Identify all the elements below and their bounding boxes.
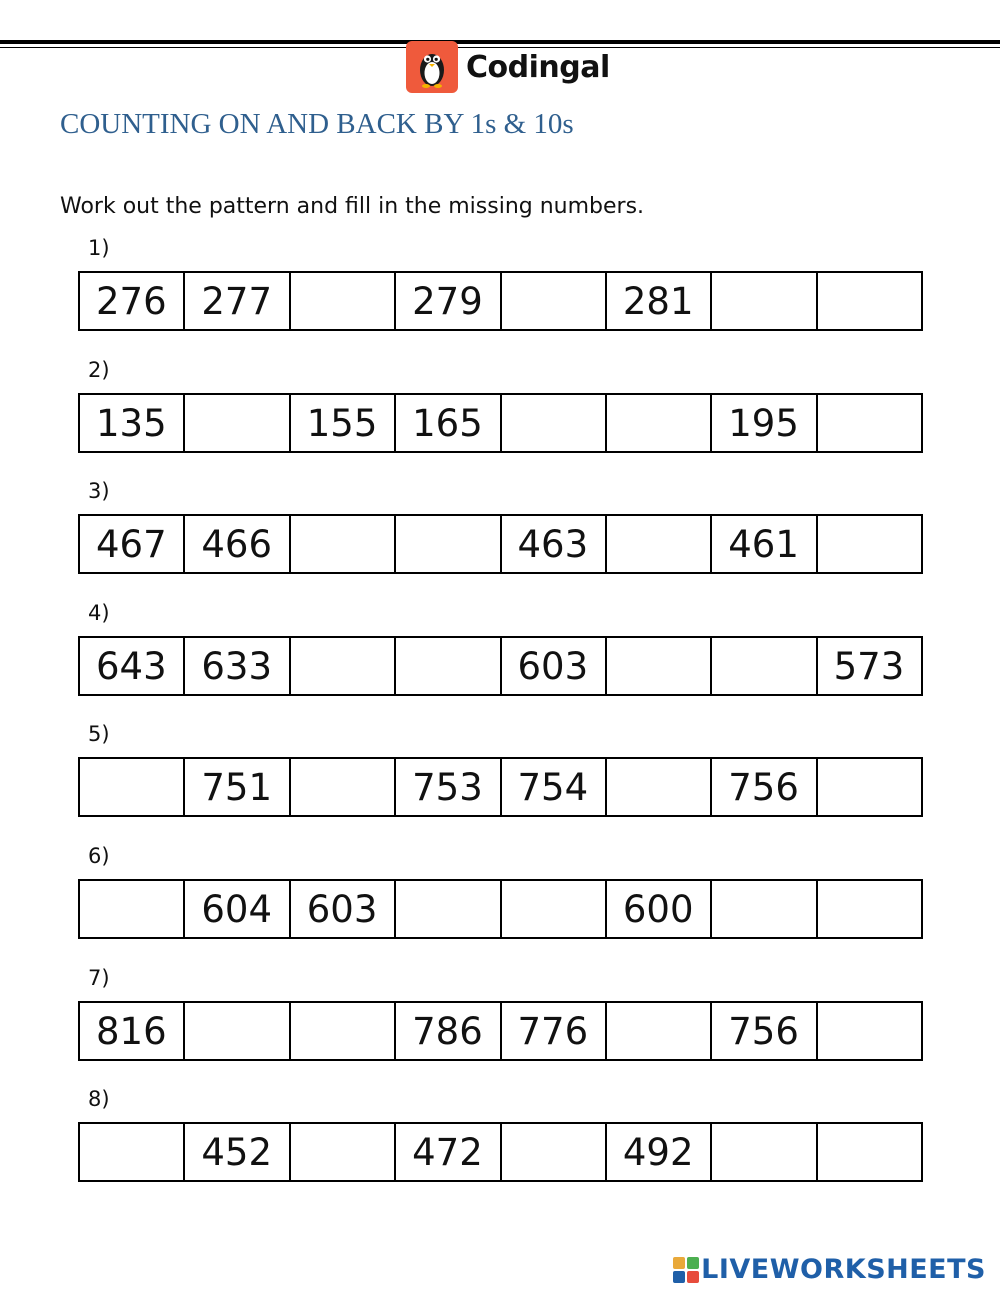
given-number: 155 — [289, 395, 394, 451]
answer-blank[interactable] — [816, 516, 921, 572]
brand-name: Codingal — [466, 49, 610, 85]
given-number: 776 — [500, 1003, 605, 1059]
given-number: 277 — [183, 273, 288, 329]
liveworksheets-footer — [673, 1254, 986, 1285]
answer-blank[interactable] — [816, 395, 921, 451]
problem-label: 7) — [88, 966, 110, 990]
answer-blank[interactable] — [394, 516, 499, 572]
given-number: 165 — [394, 395, 499, 451]
given-number: 753 — [394, 759, 499, 815]
liveworksheets-logo-icon — [673, 1257, 699, 1283]
given-number: 604 — [183, 881, 288, 937]
answer-blank[interactable] — [816, 273, 921, 329]
problem-label: 1) — [88, 236, 110, 260]
answer-blank[interactable] — [80, 1124, 183, 1180]
given-number: 756 — [710, 759, 815, 815]
answer-blank[interactable] — [500, 881, 605, 937]
given-number: 195 — [710, 395, 815, 451]
problem-label: 5) — [88, 722, 110, 746]
answer-blank[interactable] — [183, 1003, 288, 1059]
answer-blank[interactable] — [710, 881, 815, 937]
given-number: 751 — [183, 759, 288, 815]
answer-blank[interactable] — [394, 881, 499, 937]
answer-blank[interactable] — [605, 516, 710, 572]
given-number: 786 — [394, 1003, 499, 1059]
number-row — [78, 271, 923, 331]
given-number: 472 — [394, 1124, 499, 1180]
answer-blank[interactable] — [80, 881, 183, 937]
answer-blank[interactable] — [289, 1124, 394, 1180]
answer-blank[interactable] — [500, 395, 605, 451]
given-number: 816 — [96, 1009, 167, 1053]
answer-blank[interactable] — [289, 516, 394, 572]
answer-blank[interactable] — [816, 1003, 921, 1059]
answer-blank[interactable] — [289, 759, 394, 815]
answer-blank[interactable] — [80, 759, 183, 815]
liveworksheets-wordmark: LIVEWORKSHEETS — [701, 1254, 986, 1285]
instructions-text: Work out the pattern and fill in the missing numbers. — [60, 194, 645, 219]
given-number: 633 — [183, 638, 288, 694]
given-number: 756 — [710, 1003, 815, 1059]
answer-blank[interactable] — [394, 638, 499, 694]
given-number: 135 — [96, 401, 167, 445]
penguin-logo-icon — [406, 41, 458, 93]
answer-blank[interactable] — [710, 638, 815, 694]
answer-blank[interactable] — [816, 881, 921, 937]
answer-blank[interactable] — [605, 1003, 710, 1059]
given-number: 466 — [183, 516, 288, 572]
answer-blank[interactable] — [289, 1003, 394, 1059]
number-row — [78, 1001, 923, 1061]
problem-label: 4) — [88, 601, 110, 625]
problem-label: 6) — [88, 844, 110, 868]
number-row — [78, 757, 923, 817]
problem-label: 8) — [88, 1087, 110, 1111]
number-row — [78, 879, 923, 939]
given-number: 603 — [500, 638, 605, 694]
answer-blank[interactable] — [500, 273, 605, 329]
answer-blank[interactable] — [183, 395, 288, 451]
answer-blank[interactable] — [289, 273, 394, 329]
answer-blank[interactable] — [710, 1124, 815, 1180]
given-number: 452 — [183, 1124, 288, 1180]
answer-blank[interactable] — [500, 1124, 605, 1180]
given-number: 603 — [289, 881, 394, 937]
given-number: 281 — [605, 273, 710, 329]
given-number: 492 — [605, 1124, 710, 1180]
answer-blank[interactable] — [816, 1124, 921, 1180]
given-number: 279 — [394, 273, 499, 329]
page-title: COUNTING ON AND BACK BY 1s & 10s — [60, 108, 574, 140]
given-number: 600 — [605, 881, 710, 937]
given-number: 467 — [96, 522, 167, 566]
answer-blank[interactable] — [816, 759, 921, 815]
given-number: 754 — [500, 759, 605, 815]
number-row — [78, 1122, 923, 1182]
given-number: 463 — [500, 516, 605, 572]
given-number: 573 — [816, 638, 921, 694]
number-row — [78, 514, 923, 574]
answer-blank[interactable] — [605, 759, 710, 815]
problem-label: 2) — [88, 358, 110, 382]
given-number: 276 — [96, 279, 167, 323]
answer-blank[interactable] — [605, 638, 710, 694]
given-number: 461 — [710, 516, 815, 572]
given-number: 643 — [96, 644, 167, 688]
number-row — [78, 636, 923, 696]
answer-blank[interactable] — [605, 395, 710, 451]
answer-blank[interactable] — [710, 273, 815, 329]
problem-label: 3) — [88, 479, 110, 503]
number-row — [78, 393, 923, 453]
answer-blank[interactable] — [289, 638, 394, 694]
brand-header — [406, 41, 610, 93]
